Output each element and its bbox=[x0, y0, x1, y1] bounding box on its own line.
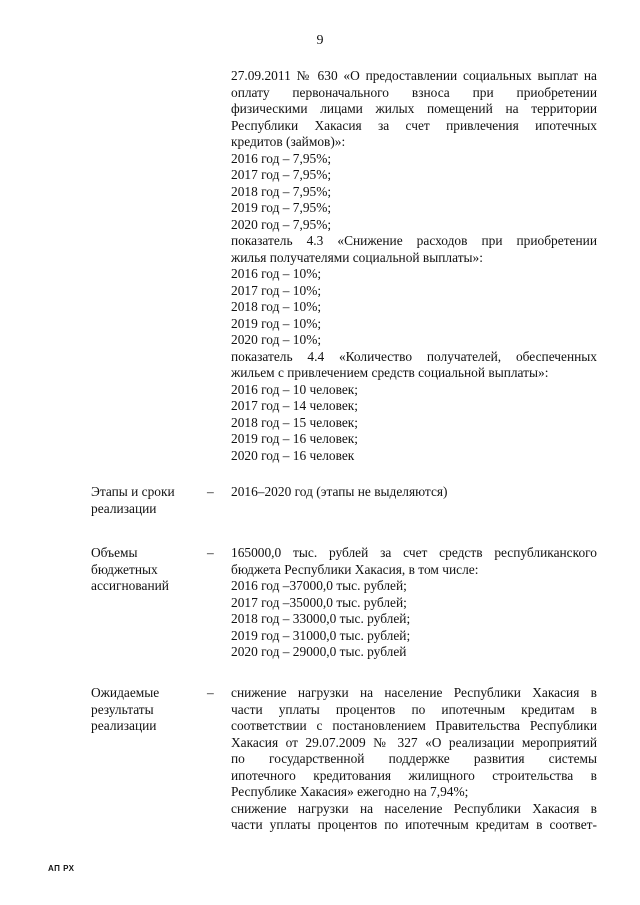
section-label-budget bbox=[91, 545, 201, 595]
text-line: 2020 год – 29000,0 тыс. рублей bbox=[231, 644, 407, 659]
section-label-line: Объемы bbox=[91, 545, 138, 560]
text-line: жилья получателями социальной выплаты»: bbox=[231, 249, 483, 265]
section-label-line: бюджетных bbox=[91, 561, 158, 577]
text-line: части уплаты процентов по ипотечным кредитам в bbox=[231, 701, 597, 717]
text-line: 2016–2020 год (этапы не выделяются) bbox=[231, 484, 448, 499]
text-line: 165000,0 тыс. рублей за счет средств республиканского bbox=[231, 545, 597, 560]
text-line: соответствии с постановлением Правительства Республики bbox=[231, 718, 597, 733]
section-label-stages bbox=[91, 484, 201, 517]
section-value-stages bbox=[231, 484, 597, 501]
text-line: 2020 год – 16 человек bbox=[231, 447, 355, 463]
text-line: 2018 год – 33000,0 тыс. рублей; bbox=[231, 611, 411, 626]
section-dash: – bbox=[207, 484, 214, 499]
text-line: 2019 год – 16 человек; bbox=[231, 431, 359, 446]
text-line: кредитов (займов)»: bbox=[231, 134, 346, 149]
section-label-line: реализации bbox=[91, 500, 157, 516]
section-label-line: Этапы и сроки bbox=[91, 484, 175, 499]
section-dash: – bbox=[207, 545, 214, 560]
text-line: показатель 4.3 «Снижение расходов при приобретении bbox=[231, 233, 597, 248]
text-line: по государственной поддержке развития системы bbox=[231, 751, 597, 766]
text-line: 2018 год – 7,95%; bbox=[231, 183, 332, 199]
text-line: 2019 год – 10%; bbox=[231, 315, 322, 331]
text-line: 2016 год – 7,95%; bbox=[231, 150, 332, 166]
text-line: части уплаты процентов по ипотечным кредитам в соответ- bbox=[231, 817, 597, 832]
text-line: 2016 год – 10%; bbox=[231, 266, 322, 281]
text-line: 2017 год – 14 человек; bbox=[231, 398, 359, 413]
text-line: 2017 год –35000,0 тыс. рублей; bbox=[231, 594, 407, 610]
section-label-line: результаты bbox=[91, 701, 154, 717]
text-line: бюджета Республики Хакасия, в том числе: bbox=[231, 561, 479, 577]
indicator-text-block bbox=[231, 68, 597, 464]
section-label-line: реализации bbox=[91, 718, 157, 733]
text-line: 2017 год – 10%; bbox=[231, 282, 322, 298]
text-line: 2020 год – 10%; bbox=[231, 332, 322, 347]
text-line: Республике Хакасия» ежегодно на 7,94%; bbox=[231, 784, 469, 799]
text-line: физическими лицами жилых помещений на территории bbox=[231, 101, 597, 116]
section-value-budget bbox=[231, 545, 597, 661]
footer-mark: АП РХ bbox=[48, 864, 75, 873]
text-line: 2016 год –37000,0 тыс. рублей; bbox=[231, 578, 407, 593]
text-line: 2016 год – 10 человек; bbox=[231, 381, 359, 397]
section-dash: – bbox=[207, 685, 214, 700]
section-value-results bbox=[231, 685, 597, 834]
text-line: 2018 год – 15 человек; bbox=[231, 414, 359, 430]
text-line: снижение нагрузки на население Республики Хакасия в bbox=[231, 685, 597, 700]
text-line: 2019 год – 31000,0 тыс. рублей; bbox=[231, 627, 411, 643]
text-line: жильем с привлечением средств социальной выплаты»: bbox=[231, 365, 549, 380]
text-line: снижение нагрузки на население Республики Хакасия в bbox=[231, 800, 597, 816]
text-line: 2018 год – 10%; bbox=[231, 299, 322, 314]
page-number: 9 bbox=[316, 33, 324, 48]
text-line: оплату первоначального взноса при приобретении bbox=[231, 84, 597, 100]
text-line: 2020 год – 7,95%; bbox=[231, 216, 332, 232]
section-label-results bbox=[91, 685, 201, 735]
text-line: Республики Хакасия за счет привлечения ипотечных bbox=[231, 117, 597, 133]
section-label-line: ассигнований bbox=[91, 578, 169, 593]
text-line: 27.09.2011 № 630 «О предоставлении социальных выплат на bbox=[231, 68, 597, 83]
text-line: ипотечного кредитования жилищного строительства в bbox=[231, 767, 597, 783]
text-line: Хакасия от 29.07.2009 № 327 «О реализации мероприятий bbox=[231, 734, 597, 750]
text-line: 2019 год – 7,95%; bbox=[231, 200, 332, 215]
text-line: показатель 4.4 «Количество получателей, обеспеченных bbox=[231, 348, 597, 364]
text-line: 2017 год – 7,95%; bbox=[231, 167, 332, 182]
section-label-line: Ожидаемые bbox=[91, 685, 160, 700]
